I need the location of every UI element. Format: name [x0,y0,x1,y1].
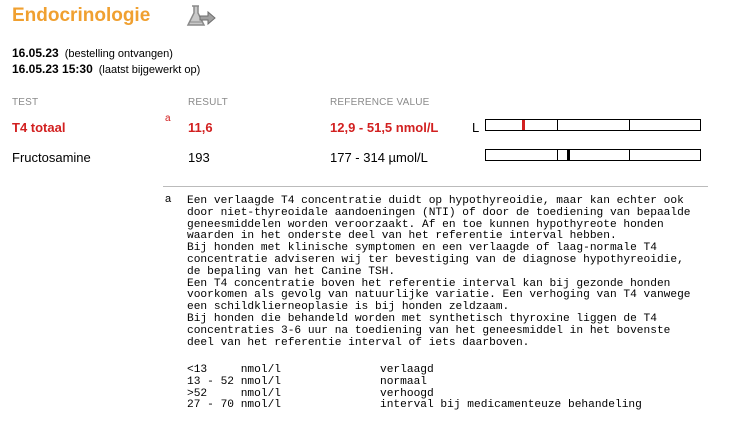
note-line: concentratie adviseren wij ter bevestiging van de diagnose hypothyreoidie, [187,253,684,266]
range-bar [485,119,701,131]
reference-range-cell: 27 - 70 nmol/l [187,399,281,412]
reference-meaning-cell: verhoogd [380,387,434,400]
note-line: waarden in het onderste deel van het referentie interval hebben. [187,230,617,243]
divider [163,186,708,188]
note-label: a [165,193,172,205]
reference-range-cell: 13 - 52 nmol/l [187,375,281,388]
note-line: door niet-thyreoidale aandoeningen (NTI) of door de toediening van bepaalde [187,206,691,219]
test-name: Fructosamine [12,150,91,165]
note-line: de bepaling van het Canine TSH. [187,265,396,278]
reference-range: 177 - 314 µmol/L [330,150,428,165]
footnote-marker: a [165,113,171,124]
reference-range-cell: <13 nmol/l [187,364,281,376]
interpretation-note [187,196,727,349]
note-line: Bij honden met klinische symptomen en een verlaagde of laag-normale T4 [187,242,657,255]
date-received: 16.05.23 (bestelling ontvangen) [12,46,173,60]
note-line: voorkomen als gevolg van natuurlijke variatie. Een verhoging van T4 vanwege [187,289,691,302]
flag-low: L [472,120,480,135]
reference-range: 12,9 - 51,5 nmol/L [330,120,439,135]
header-test: TEST [12,97,39,108]
reference-range-cell: >52 nmol/l [187,387,281,400]
range-bar [485,149,701,161]
note-line: geneesmiddelen worden veroorzaakt. Af en toe kunnen hypothyreote honden [187,218,664,231]
range-marker [522,120,525,130]
note-line: concentraties 3-6 uur na toediening van het geneesmiddel in het bovenste [187,324,671,337]
reference-meaning-cell: normaal [380,375,427,388]
note-line: deel van het referentie interval of iets daarboven. [187,336,530,349]
note-line: Een verlaagde T4 concentratie duidt op hypothyreoidie, maar kan echter ook [187,195,684,207]
header-reference: REFERENCE VALUE [330,97,430,108]
test-name: T4 totaal [12,120,66,135]
header-result: RESULT [188,97,228,108]
note-line: Een T4 concentratie boven het referentie interval kan bij gezonde honden [187,277,671,290]
date-updated: 16.05.23 15:30 (laatst bijgewerkt op) [12,62,201,76]
flask-arrow-icon[interactable] [186,3,216,29]
reference-row [187,400,642,412]
range-marker [567,150,570,160]
reference-meaning-cell: verlaagd [380,364,434,376]
note-line: Bij honden die behandeld worden met synthetisch thyroxine liggen de T4 [187,312,657,325]
note-line: een schildklierneoplasie is bij honden zeldzaam. [187,301,510,314]
test-result: 11,6 [188,120,213,135]
reference-meaning-cell: interval bij medicamenteuze behandeling [380,399,642,412]
reference-table [187,365,642,412]
reference-row [187,377,642,389]
section-title: Endocrinologie [12,5,151,26]
test-result: 193 [188,150,210,165]
